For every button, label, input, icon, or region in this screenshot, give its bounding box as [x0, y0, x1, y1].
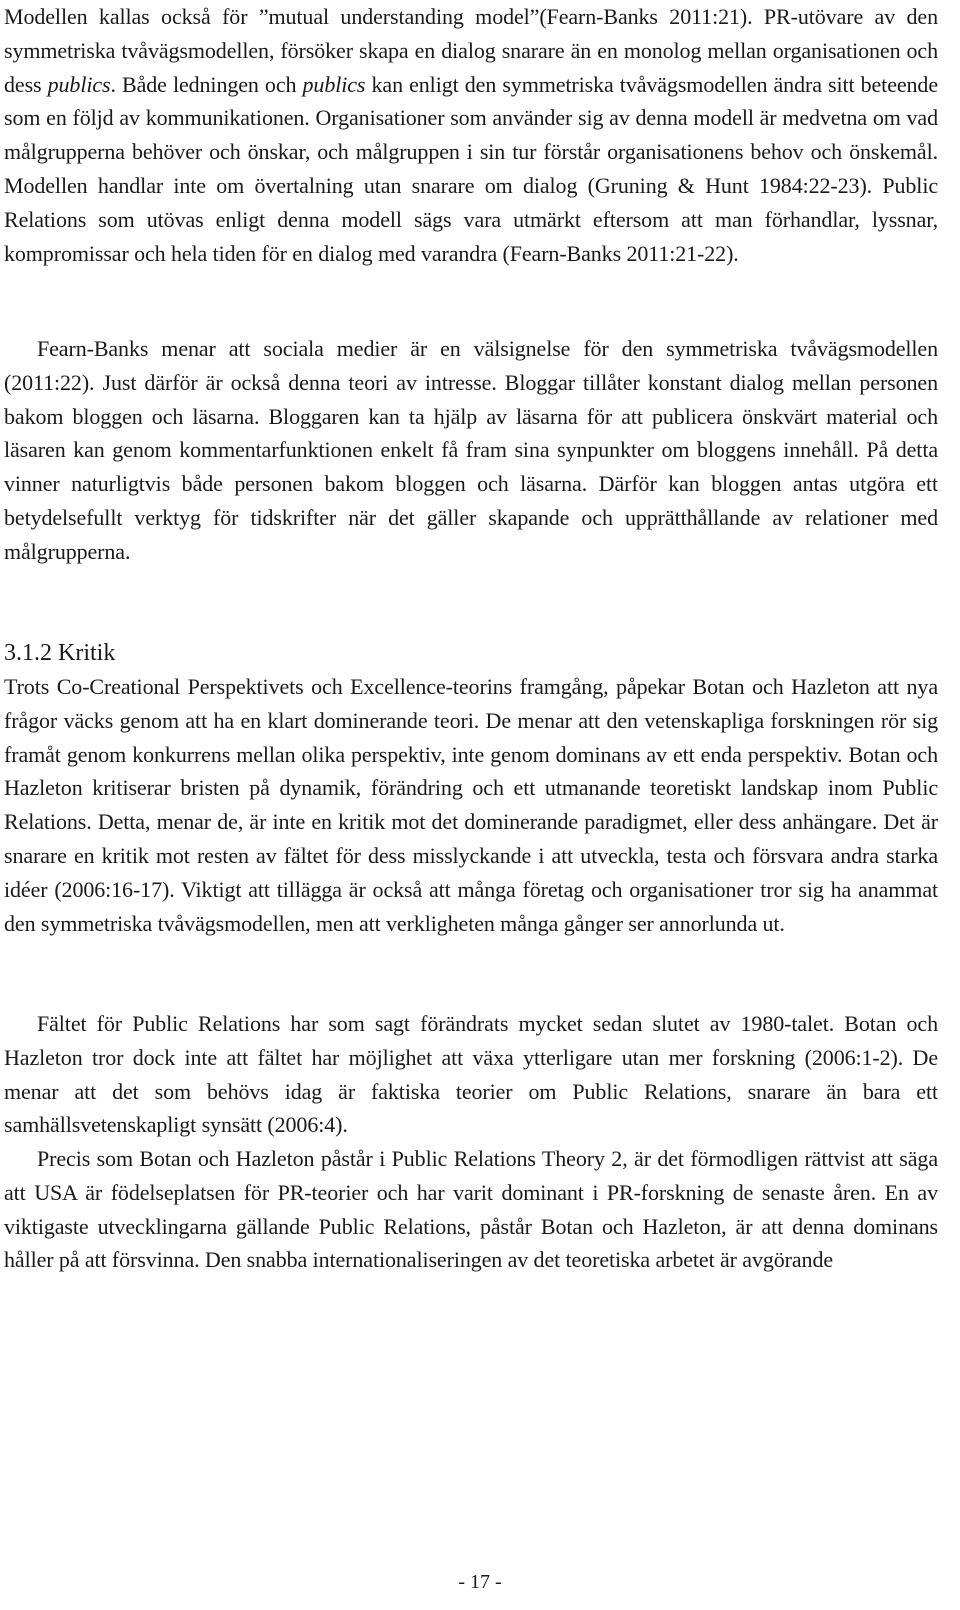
paragraph-text: Modellen kallas också för ”mutual understanding model”(Fearn-Banks 2011:21). PR-utövare av den symmetriska tvåvägsmodellen, försöker skapa en dialog snarare än en monolog mellan organisationen och dess — [4, 4, 938, 97]
italic-term: publics — [47, 71, 111, 97]
page-number: - 17 - — [458, 1571, 502, 1593]
paragraph-social-media: Fearn-Banks menar att sociala medier är en välsignelse för den symmetriska tvåvägsmodellen (2011:22). Just därför är också denna teori av intresse. Bloggar tillåter konstant dialog mellan personen bakom bloggen och läsarna. Bloggaren kan ta hjälp av läsarna för att publicera önskvärt material och läsaren kan genom kommentarfunktionen enkelt få fram sina synpunkter om bloggens innehåll. På detta vinner naturligtvis både personen bakom bloggen och läsarna. Därför kan bloggen antas utgöra ett betydelsefullt verktyg för tidskrifter när det gäller skapande och upprätthållande av relationer med målgrupperna. — [4, 336, 938, 564]
paragraph-text: . Både ledningen och — [110, 71, 303, 97]
section-heading: 3.1.2 Kritik — [4, 640, 116, 666]
paragraph-text: kan enligt den symmetriska tvåvägsmodellen ändra sitt beteende som en följd av kommunikationen. Organisationer som använder sig av denna modell är medvetna om vad målgrupperna behöver och önskar, och målgruppen i sin tur förstår organisationens behov och önskemål. Modellen handlar inte om övertalning utan snarare om dialog (Gruning & Hunt 1984:22-23). Public Relations som utövas enligt denna modell sägs vara utmärkt eftersom att man förhandlar, lyssnar, kompromissar och hela tiden för en dialog med varandra (Fearn-Banks 2011:21-22). — [4, 71, 938, 266]
paragraph-critique: Trots Co-Creational Perspektivets och Excellence-teorins framgång, påpekar Botan och Hazleton att nya frågor väcks genom att ha en klart dominerande teori. De menar att den vetenskapliga forskningen rör sig framåt genom konkurrens mellan olika perspektiv, inte genom dominans av ett enda perspektiv. Botan och Hazleton kritiserar bristen på dynamik, förändring och ett utmanande teoretiskt landskap inom Public Relations. Detta, menar de, är inte en kritik mot det dominerande paradigmet, eller dess anhängare. Det är snarare en kritik mot resten av fältet för dess misslyckande i att utveckla, testa och försvara andra starka idéer (2006:16-17). Viktigt att tillägga är också att många företag och organisationer tror sig ha anammat den symmetriska tvåvägsmodellen, men att verkligheten många gånger ser annorlunda ut. — [4, 674, 938, 936]
paragraph-symmetric-model — [4, 0, 938, 270]
paragraph-internationalization: Precis som Botan och Hazleton påstår i Public Relations Theory 2, är det förmodligen rättvist att säga att USA är födelseplatsen för PR-teorier och har varit dominant i PR-forskning de senaste åren. En av viktigaste utvecklingarna gällande Public Relations, påstår Botan och Hazleton, är att denna dominans håller på att försvinna. Den snabba internationaliseringen av det teoretiska arbetet är avgörande — [4, 1146, 938, 1273]
paragraph-field-change: Fältet för Public Relations har som sagt förändrats mycket sedan slutet av 1980-talet. Botan och Hazleton tror dock inte att fältet har möjlighet att växa ytterligare utan mer forskning (2006:1-2). De menar att det som behövs idag är faktiska teorier om Public Relations, snarare än bara ett samhällsvetenskapligt synsätt (2006:4). — [4, 1011, 938, 1138]
italic-term: publics — [302, 71, 366, 97]
